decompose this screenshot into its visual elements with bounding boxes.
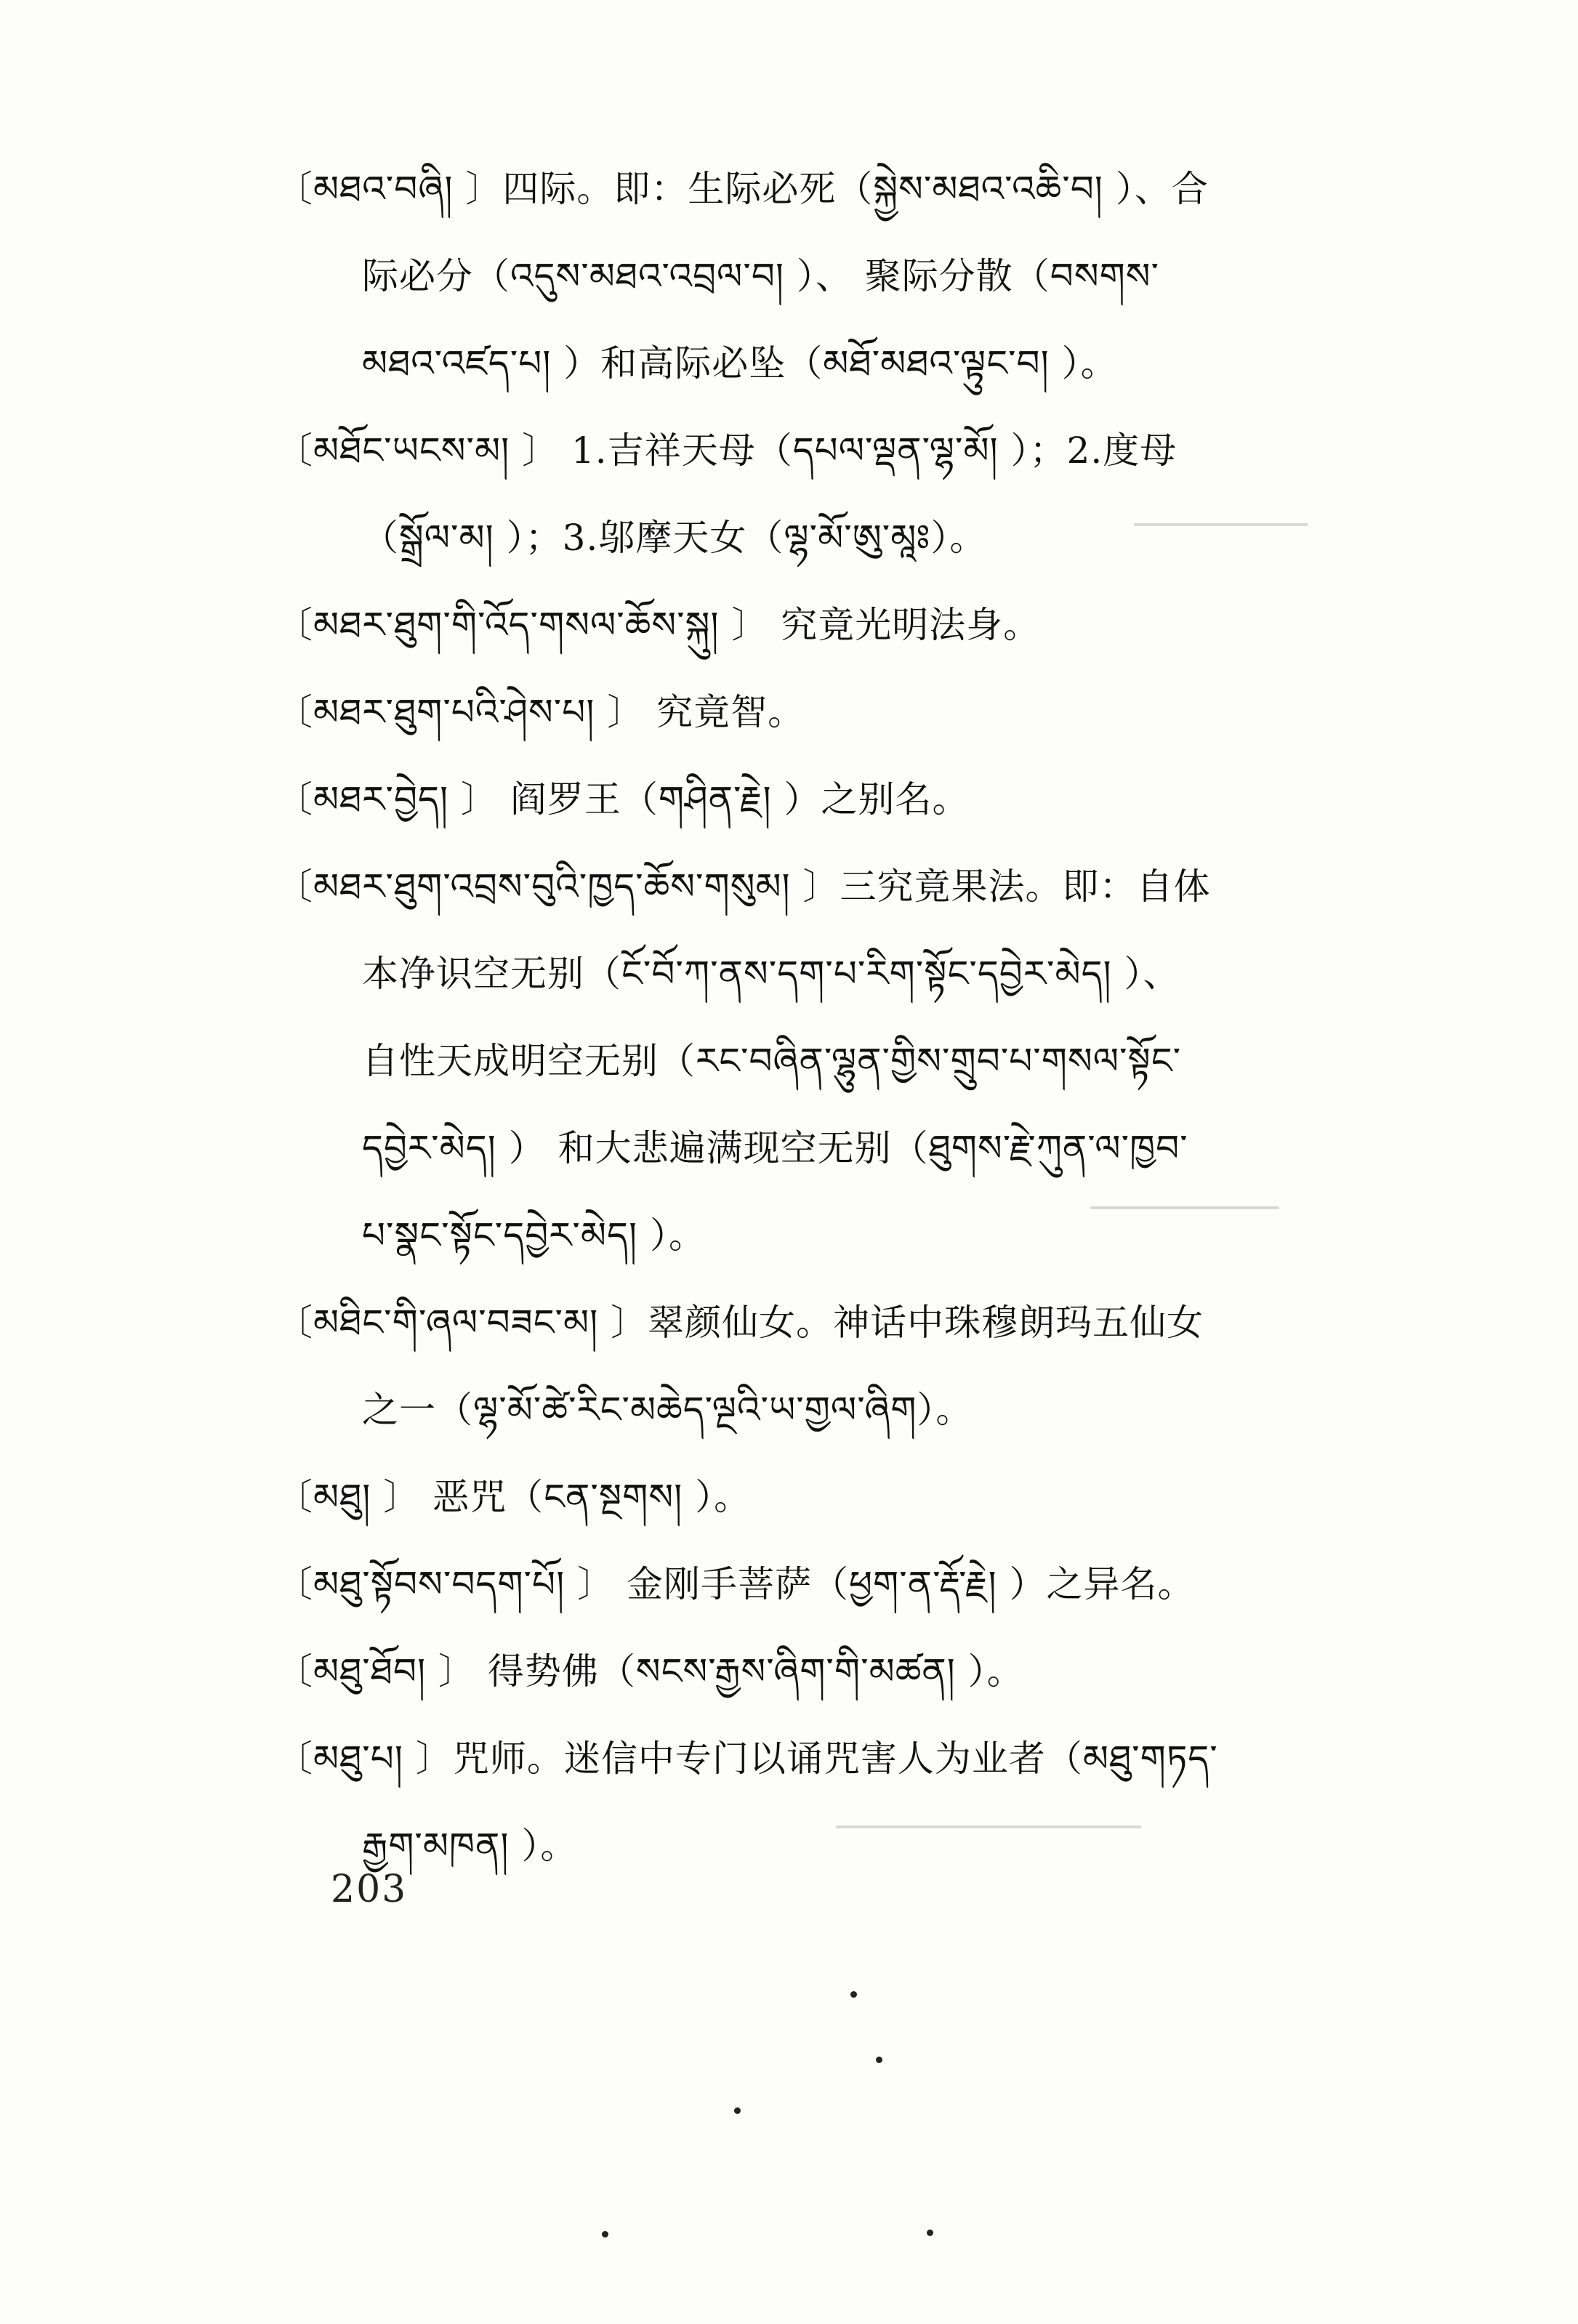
entry-mtha-bzhi <box>276 145 1410 407</box>
entry-line: 〔མཐུ་སྟོབས་བདག་པོ། 〕 金刚手菩萨（ཕྱག་ན་རྡོ་རྗེ། ）之异名。 <box>276 1563 1195 1605</box>
entry-mthu-thob <box>276 1628 1410 1715</box>
entry-mthar-thug-od-gsal <box>276 581 1410 669</box>
entry-line: 〔མཐའ་བཞི། 〕四际。即：生际必死（སྐྱེས་མཐའ་འཆི་བ། ）、合 <box>276 168 1209 210</box>
scan-speck <box>602 2231 608 2238</box>
entry-line: 〔མཐོང་ཡངས་མ། 〕 1.吉祥天母（དཔལ་ལྡན་ལྷ་མོ། ）；2.度母 <box>276 429 1178 472</box>
entry-line: པ་སྣང་སྟོང་དབྱེར་མེད། ）。 <box>362 1214 706 1256</box>
entry-line: 际必分（འདུས་མཐའ་འབྲལ་བ། ）、 聚际分散（བསགས་ <box>362 255 1160 297</box>
entry-mthu <box>276 1453 1410 1541</box>
entry-line: རྒྱག་མཁན། ）。 <box>362 1825 578 1867</box>
entry-line: （སྒྲོལ་མ། ）；3.邬摩天女（ལྷ་མོ་ཨུ་མཱཿ）。 <box>362 517 987 559</box>
scan-speck <box>850 1991 857 1998</box>
page-number: 203 <box>331 1868 408 1911</box>
scan-speck <box>876 2057 882 2063</box>
entry-line: 自性天成明空无别（རང་བཞིན་ལྷུན་གྱིས་གྲུབ་པ་གསལ་སྟོང་ <box>362 1040 1182 1082</box>
entry-mthu-pa <box>276 1715 1410 1889</box>
entry-mthar-thug-shes-pa <box>276 669 1410 756</box>
entry-line: 本净识空无别（ངོ་བོ་ཀ་ནས་དག་པ་རིག་སྟོང་དབྱེར་མེད། ）、 <box>362 953 1180 995</box>
entry-line: 〔མཐུ་ཐོབ། 〕 得势佛（སངས་རྒྱས་ཞིག་གི་མཚན། ）。 <box>276 1650 1024 1692</box>
entry-line: 〔མཐར་ཐུག་འབྲས་བུའི་ཁྱད་ཆོས་གསུམ། 〕三究竟果法。即：自体 <box>276 866 1211 908</box>
entry-line: 之一（ལྷ་མོ་ཚེ་རིང་མཆེད་ལྔའི་ཡ་གྱལ་ཞིག）。 <box>362 1389 973 1431</box>
entry-line: 〔མཐར་ཐུག་གི་འོད་གསལ་ཆོས་སྐུ། 〕 究竟光明法身。 <box>276 604 1041 646</box>
entry-mthu-stobs-bdag-po <box>276 1541 1410 1628</box>
scan-noise <box>1090 1206 1279 1209</box>
entry-line: མཐའ་འཛད་པ། ）和高际必坠（མཐོ་མཐའ་ལྟུང་བ། ）。 <box>362 342 1118 384</box>
entry-line: 〔མཐིང་གི་ཞལ་བཟང་མ། 〕翠颜仙女。神话中珠穆朗玛五仙女 <box>276 1302 1204 1344</box>
dictionary-entries <box>276 145 1410 1889</box>
scan-speck <box>927 2230 933 2236</box>
entry-mthar-byed <box>276 756 1410 843</box>
entry-line: 〔མཐར་བྱེད། 〕 阎罗王（གཤིན་རྗེ། ）之别名。 <box>276 778 970 820</box>
scan-speck <box>734 2107 741 2114</box>
entry-line: དབྱེར་མེད། ） 和大悲遍满现空无别（ཐུགས་རྗེ་ཀུན་ལ་ཁྱབ་ <box>362 1127 1188 1169</box>
entry-mthing-gi-zhal <box>276 1279 1410 1453</box>
scan-noise <box>836 1825 1141 1828</box>
entry-line: 〔མཐུ། 〕 恶咒（ངན་སྔགས། ）。 <box>276 1476 752 1518</box>
entry-line: 〔མཐུ་པ། 〕咒师。迷信中专门以诵咒害人为业者（མཐུ་གཏད་ <box>276 1738 1218 1780</box>
entry-line: 〔མཐར་ཐུག་པའི་ཤེས་པ། 〕 究竟智。 <box>276 691 805 733</box>
entry-mthar-thug-bras-bu <box>276 843 1410 1279</box>
entry-mthong-yangs-ma <box>276 407 1410 581</box>
scan-noise <box>1134 523 1308 526</box>
